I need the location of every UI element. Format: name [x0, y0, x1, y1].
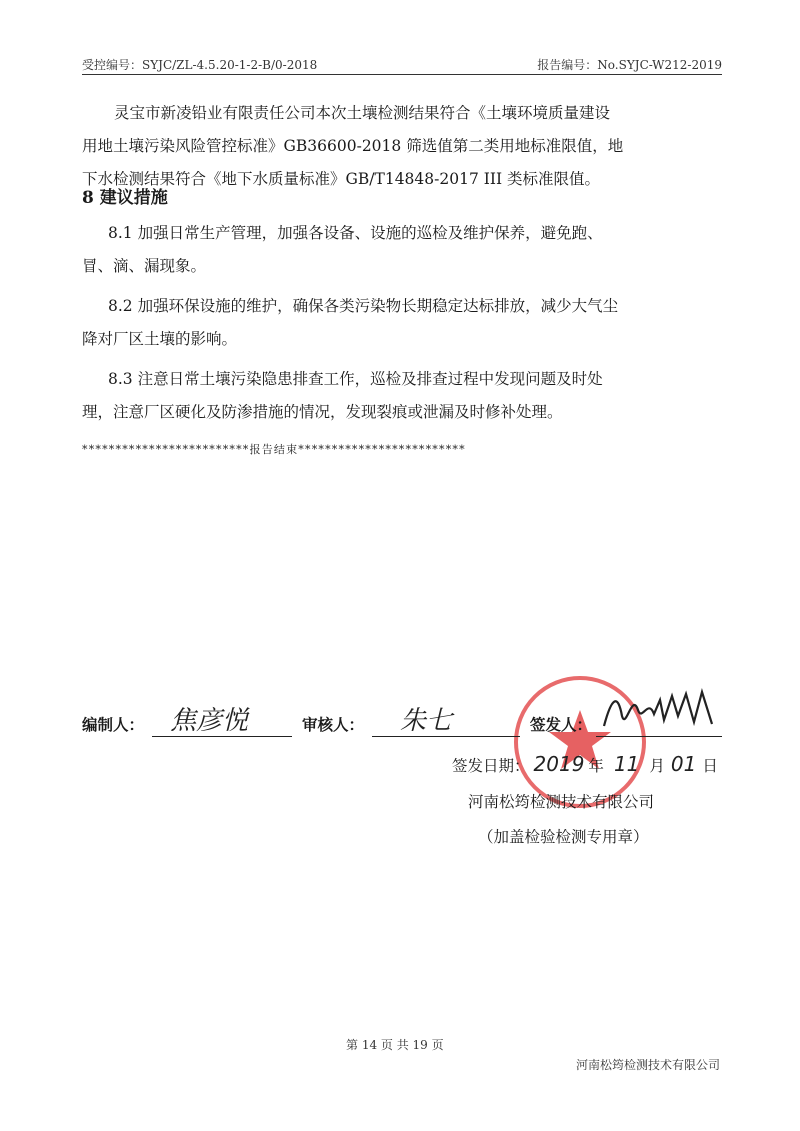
- measure-8-3: [82, 363, 722, 429]
- page-number: 第 14 页 共 19 页: [346, 1038, 444, 1052]
- issuer-sign-line: [596, 736, 722, 737]
- issue-date: [452, 752, 718, 776]
- year-char: 年: [588, 757, 604, 775]
- conclusion-line-3: 下水检测结果符合《地下水质量标准》GB/T14848-2017 III 类标准限值。: [82, 170, 601, 188]
- month-char: 月: [649, 757, 665, 775]
- footer-company: 河南松筠检测技术有限公司: [575, 1058, 720, 1072]
- issuing-company: 河南松筠检测技术有限公司: [468, 793, 655, 811]
- reviewer-sign-line: [372, 736, 520, 737]
- measure-8-1-line-2: 冒、滴、漏现象。: [82, 257, 207, 275]
- compiler-signature: 焦彦悦: [170, 706, 249, 736]
- measure-8-1: [82, 217, 722, 283]
- date-year: 2019: [533, 752, 585, 776]
- date-day: 01: [670, 752, 697, 776]
- conclusion-paragraph: [82, 97, 722, 196]
- measure-8-2-line-1: 8.2 加强环保设施的维护，确保各类污染物长期稳定达标排放，减少大气尘: [108, 297, 619, 315]
- reviewer-label: 审核人：: [302, 715, 365, 734]
- header-divider: [82, 74, 722, 75]
- seal-note: （加盖检验检测专用章）: [478, 828, 649, 846]
- measure-8-2: [82, 290, 722, 356]
- report-number: 报告编号：No.SYJC-W212-2019: [537, 58, 722, 72]
- report-end-marker: *************************报告结束*************************: [82, 443, 466, 456]
- conclusion-line-2: 用地土壤污染风险管控标准》GB36600-2018 筛选值第二类用地标准限值，地: [82, 137, 624, 155]
- conclusion-line-1: 灵宝市新凌铅业有限责任公司本次土壤检测结果符合《土壤环境质量建设: [114, 104, 611, 122]
- reviewer-signature: 朱七: [400, 706, 453, 736]
- issuer-label: 签发人：: [530, 715, 593, 734]
- date-month: 11: [613, 752, 640, 776]
- section-title: 8 建议措施: [82, 188, 168, 208]
- measure-8-3-line-1: 8.3 注意日常土壤污染隐患排查工作，巡检及排查过程中发现问题及时处: [108, 370, 603, 388]
- control-number: 受控编号：SYJC/ZL-4.5.20-1-2-B/0-2018: [82, 58, 318, 72]
- measure-8-3-line-2: 理，注意厂区硬化及防渗措施的情况，发现裂痕或泄漏及时修补处理。: [82, 403, 563, 421]
- measure-8-2-line-2: 降对厂区土壤的影响。: [82, 330, 238, 348]
- issuer-signature: [598, 686, 718, 734]
- compiler-label: 编制人：: [82, 715, 145, 734]
- compiler-sign-line: [152, 736, 292, 737]
- date-label: 签发日期：: [452, 757, 530, 775]
- day-char: 日: [702, 757, 718, 775]
- measure-8-1-line-1: 8.1 加强日常生产管理，加强各设备、设施的巡检及维护保养，避免跑、: [108, 224, 603, 242]
